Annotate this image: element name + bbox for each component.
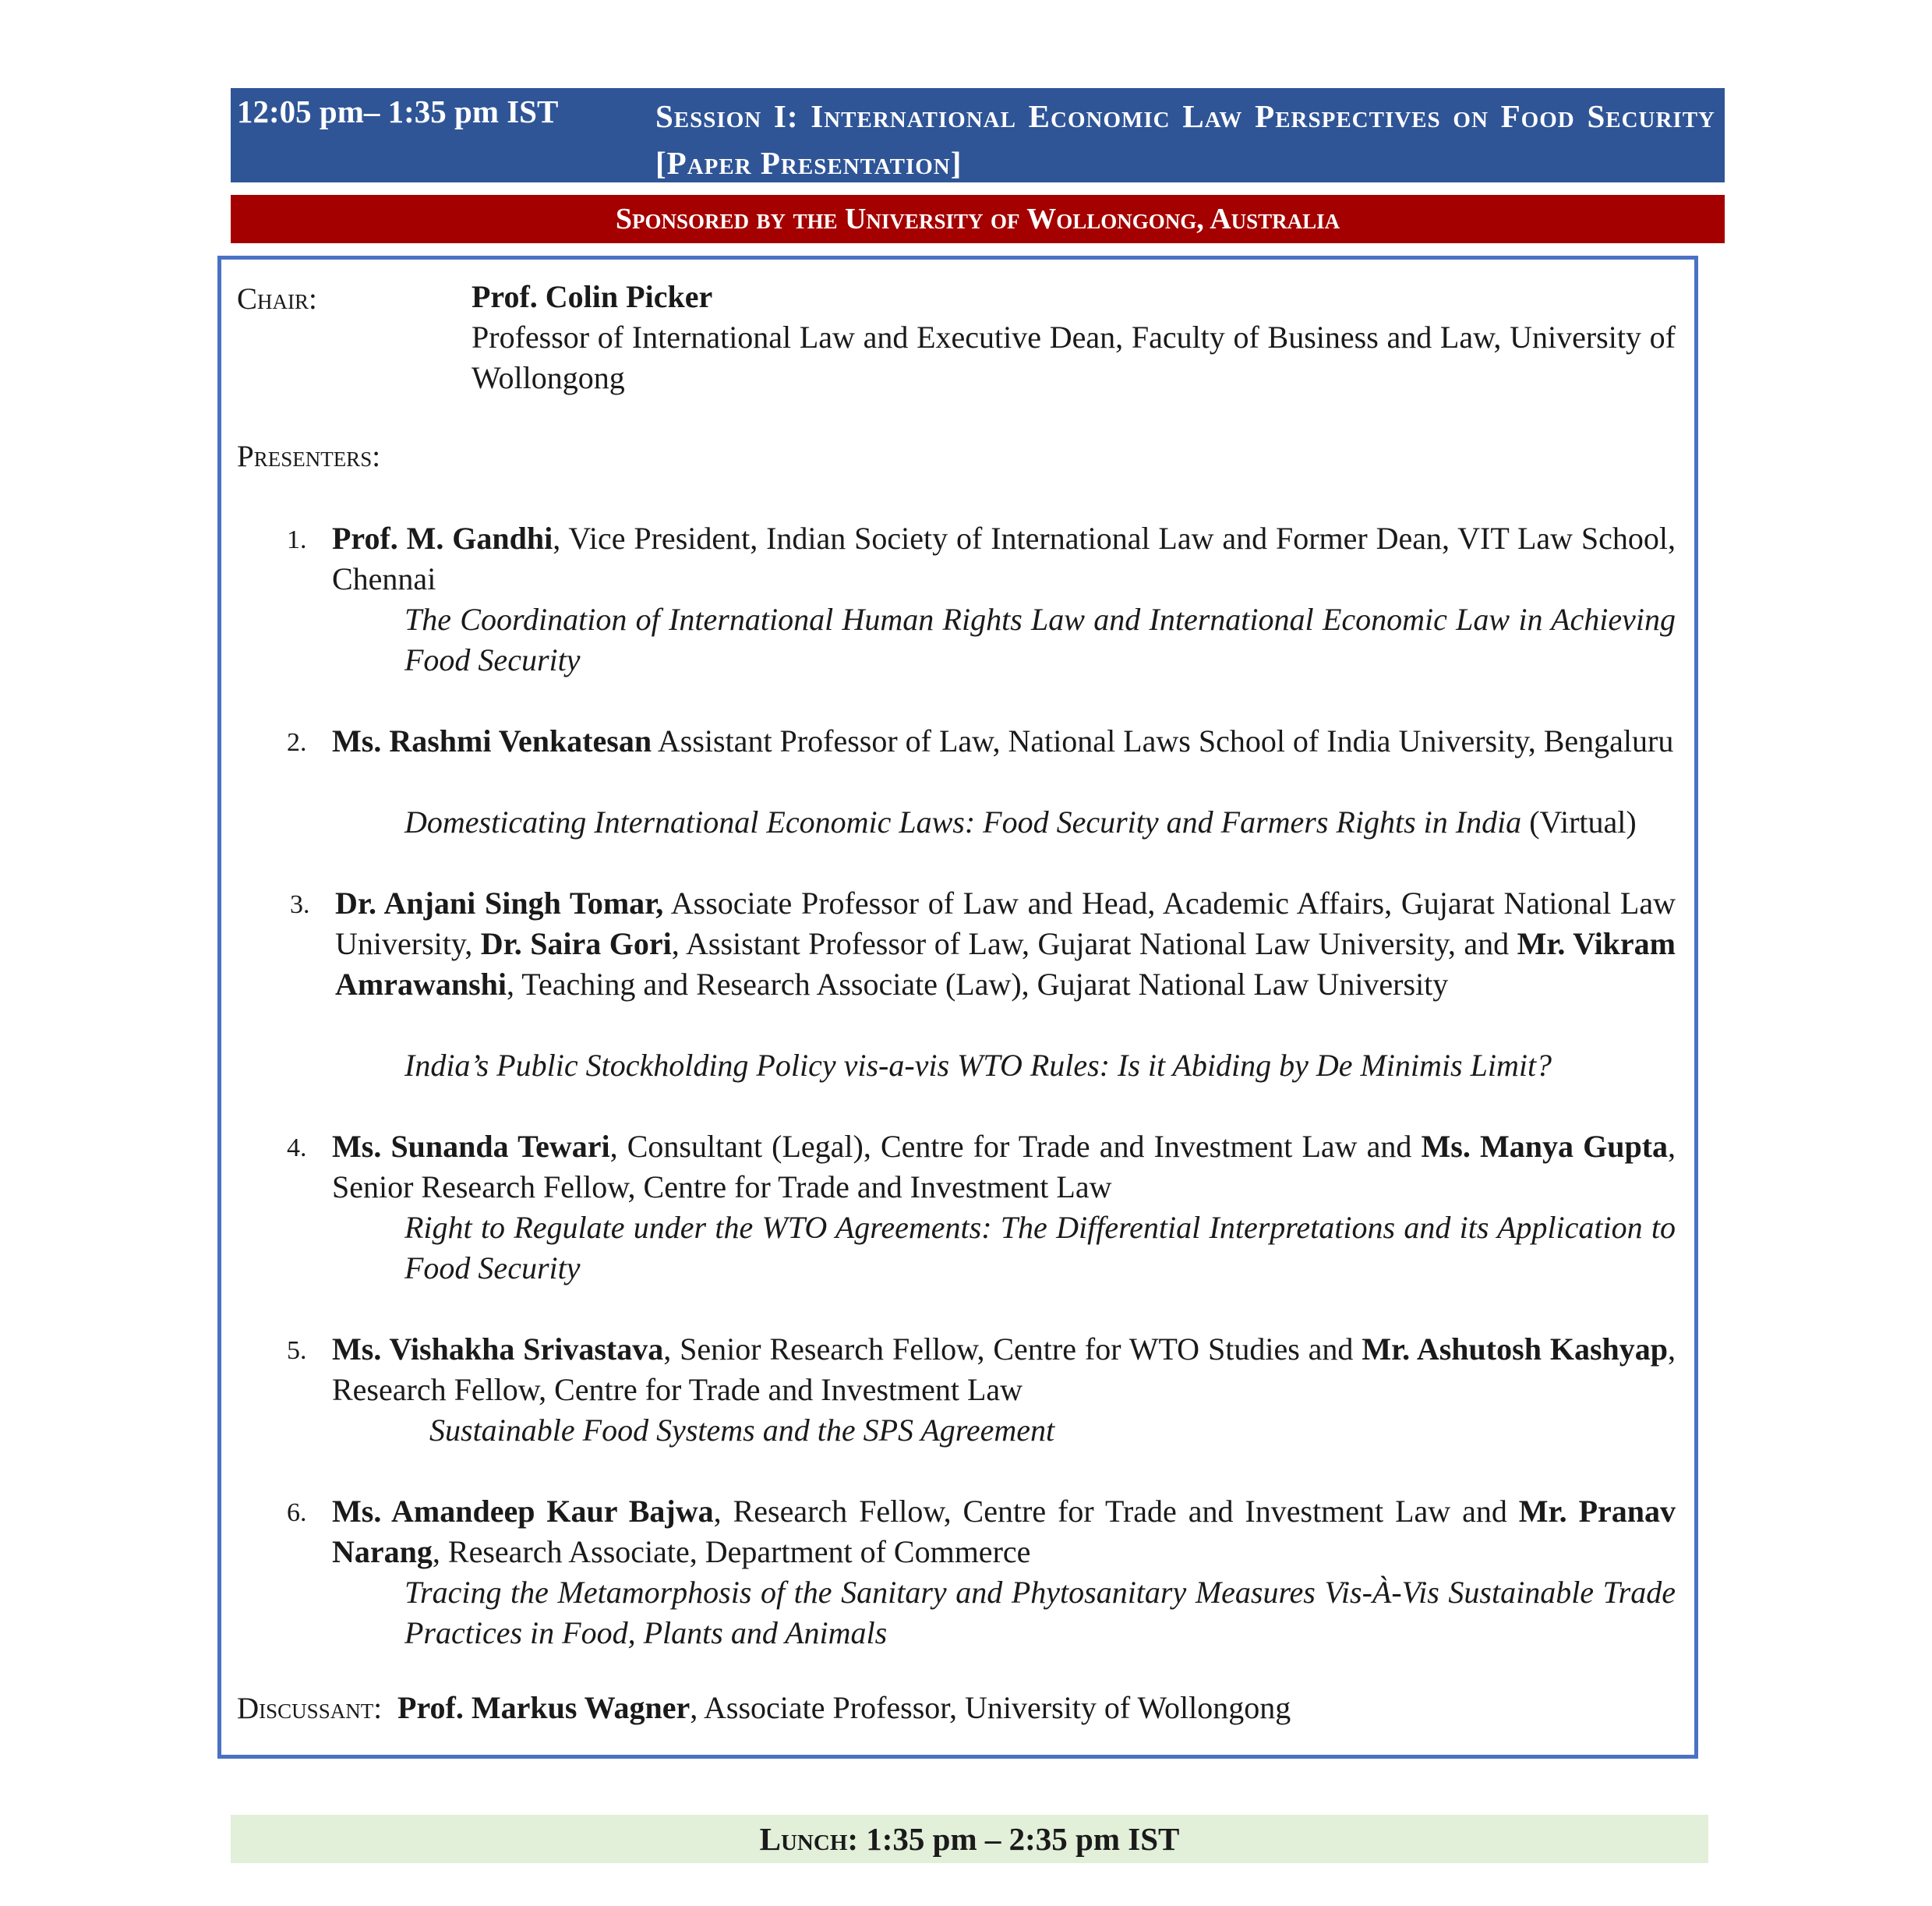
presenter-affiliation: , Consultant (Legal), Centre for Trade and Investment Law and	[609, 1129, 1422, 1164]
chair-name: Prof. Colin Picker	[472, 279, 713, 314]
discussant-name: Prof. Markus Wagner	[397, 1690, 691, 1725]
presenter-details	[332, 1126, 1676, 1208]
sponsor-banner: Sponsored by the University of Wollongong, Australia	[231, 195, 1725, 243]
presenter-name: Ms. Vishakha Srivastava	[332, 1331, 664, 1367]
paper-title-line	[404, 802, 1676, 843]
presenter-name: Ms. Rashmi Venkatesan	[332, 723, 652, 759]
chair-label: Chair:	[237, 282, 317, 316]
presenter-name: Ms. Manya Gupta	[1421, 1129, 1669, 1164]
presenter-number: 1.	[287, 525, 307, 554]
presenter-details	[332, 518, 1676, 599]
presenter-details	[332, 1329, 1676, 1410]
presenter-name: Dr. Saira Gori	[480, 926, 672, 961]
presenter-number: 2.	[287, 728, 307, 757]
chair-affiliation: Professor of International Law and Executive Dean, Faculty of Business and Law, University of Wollongong	[472, 320, 1676, 395]
presentation-mode: (Virtual)	[1521, 804, 1637, 840]
presenter-affiliation: , Research Fellow, Centre for Trade and Investment Law and	[713, 1494, 1519, 1529]
lunch-banner	[231, 1815, 1708, 1863]
presenter-number: 6.	[287, 1498, 307, 1527]
presenter-details	[335, 883, 1676, 1005]
presenter-name: Ms. Sunanda Tewari	[332, 1129, 610, 1164]
presenter-affiliation: , Research Fellow, Centre for Trade and Investment Law	[332, 1331, 1676, 1407]
presenter-number: 5.	[287, 1336, 307, 1365]
presenter-affiliation: Associate Professor of Law and Head, Academic Affairs, Gujarat National Law University,	[335, 886, 1676, 961]
lunch-time: 1:35 pm – 2:35 pm IST	[858, 1821, 1180, 1857]
presenter-name: Prof. M. Gandhi	[332, 521, 553, 556]
presenter-affiliation: , Senior Research Fellow, Centre for Trade and Investment Law	[332, 1129, 1676, 1204]
presenter-affiliation: , Vice President, Indian Society of International Law and Former Dean, VIT Law School, Chennai	[332, 521, 1676, 596]
presenter-name: Mr. Vikram Amrawanshi	[335, 926, 1676, 1002]
paper-title: India’s Public Stockholding Policy vis-a-vis WTO Rules: Is it Abiding by De Minimis Limit?	[404, 1048, 1552, 1083]
presenter-name: Dr. Anjani Singh Tomar,	[335, 886, 664, 921]
paper-title: Tracing the Metamorphosis of the Sanitary and Phytosanitary Measures Vis-À-Vis Sustainable Trade Practices in Food, Plants and Animals	[404, 1575, 1676, 1650]
presenter-name: Mr. Ashutosh Kashyap	[1362, 1331, 1669, 1367]
presenter-affiliation: , Assistant Professor of Law, Gujarat National Law University, and	[671, 926, 1517, 961]
presenter-affiliation: Assistant Professor of Law, National Laws School of India University, Bengaluru	[652, 723, 1674, 759]
session-time: 12:05 pm– 1:35 pm IST	[237, 94, 559, 129]
presenter-details	[332, 721, 1676, 762]
discussant-label: Discussant:	[237, 1692, 383, 1725]
session-details-box	[217, 256, 1698, 1759]
presenter-name: Mr. Pranav Narang	[332, 1494, 1676, 1569]
discussant-affiliation: , Associate Professor, University of Wollongong	[690, 1690, 1291, 1725]
presenter-number: 4.	[287, 1133, 307, 1162]
session-title: Session I: International Economic Law Perspectives on Food Security [Paper Presentation]	[655, 98, 1715, 181]
chair-block	[472, 277, 1676, 398]
paper-title: Domesticating International Economic Laws: Food Security and Farmers Rights in India	[404, 804, 1522, 840]
presenter-affiliation: , Research Associate, Department of Commerce	[432, 1534, 1031, 1569]
paper-title: Right to Regulate under the WTO Agreements: The Differential Interpretations and its Application to Food Security	[404, 1210, 1676, 1285]
presenter-affiliation: , Senior Research Fellow, Centre for WTO Studies and	[663, 1331, 1362, 1367]
presenter-affiliation: , Teaching and Research Associate (Law), Gujarat National Law University	[507, 967, 1449, 1002]
presenter-name: Ms. Amandeep Kaur Bajwa	[332, 1494, 714, 1529]
presenter-number: 3.	[290, 890, 310, 919]
session-header-bar	[231, 88, 1725, 182]
presenters-label: Presenters:	[237, 440, 381, 473]
paper-title: Sustainable Food Systems and the SPS Agreement	[429, 1413, 1055, 1448]
paper-title: The Coordination of International Human Rights Law and International Economic Law in Achieving Food Security	[404, 602, 1676, 677]
presenter-details	[332, 1491, 1676, 1572]
lunch-label: Lunch:	[759, 1821, 859, 1857]
discussant-line	[237, 1688, 1291, 1729]
